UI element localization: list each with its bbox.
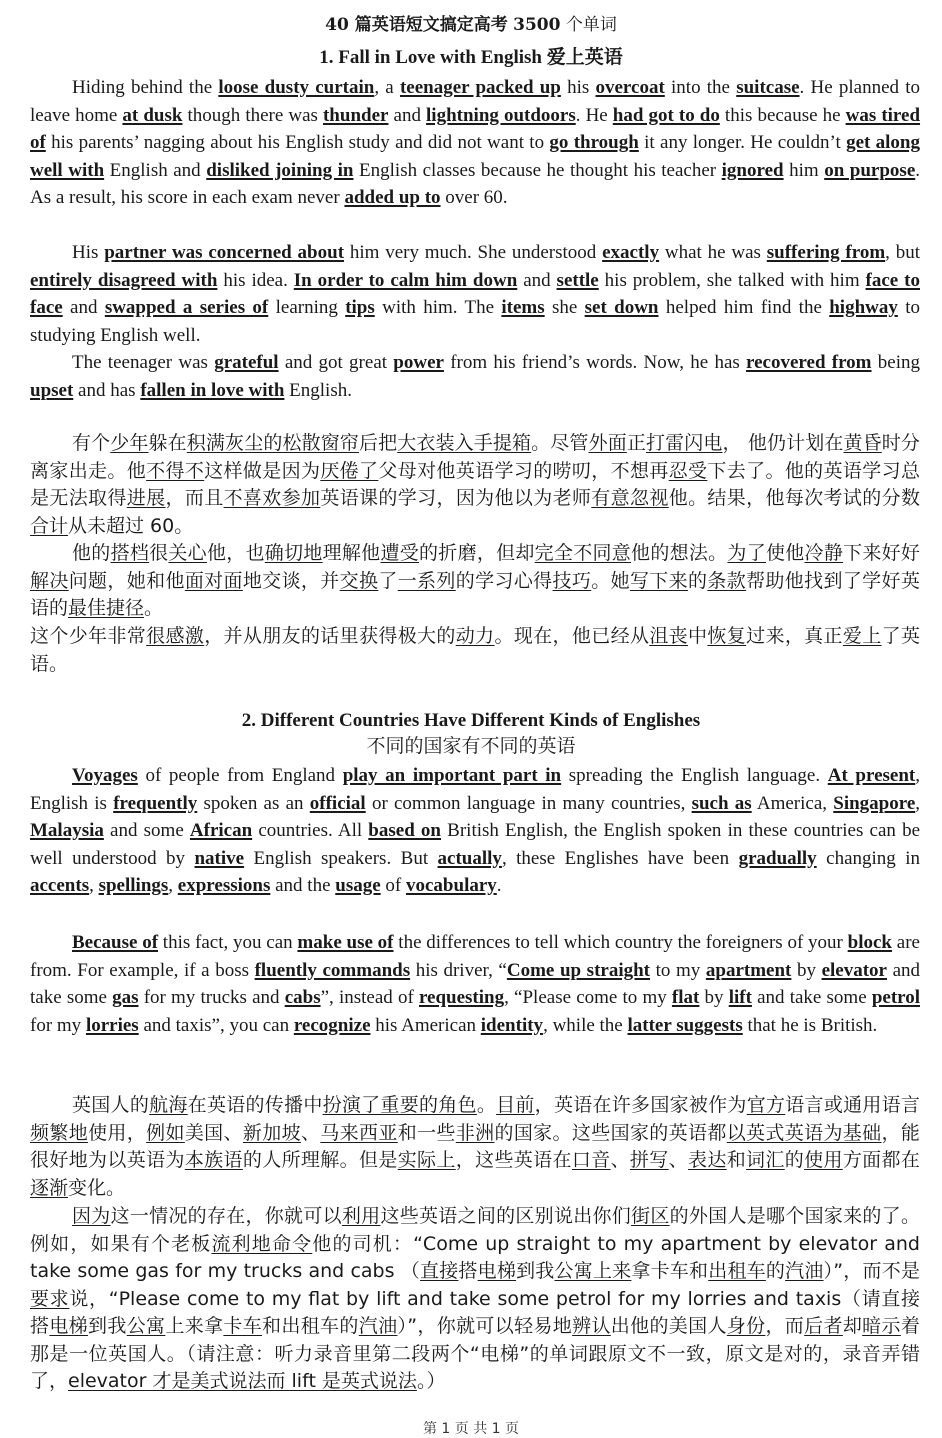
section-1-cn-paragraph-2: 他的搭档很关心他，也确切地理解他遭受的折磨，但却完全不同意他的想法。为了使他冷静下来好好解决问题，她和他面对面地交谈，并交换了一系列的学习心得技巧。她写下来的条款帮助他找到了学好英语的最佳捷径。 bbox=[30, 542, 920, 619]
section-2-en-paragraph-1: Voyages of people from England play an important part in spreading the English language. At present, English is frequently spoken as an official or common language in many countries, such as America, Singapore, Malaysia and some African countries. All based on British English, the English spoken in these countries can be well understood by native English speakers. But actually, these Englishes have been gradually changing in accents, spellings, expressions and the usage of vocabulary. bbox=[30, 765, 921, 896]
section-2-subheading: 不同的国家有不同的英语 bbox=[366, 735, 576, 757]
document-title: 40 篇英语短文搞定高考 3500 个单词 bbox=[325, 15, 617, 35]
section-1-cn-paragraph-1: 有个少年躲在积满灰尘的松散窗帘后把大衣装入手提箱。尽管外面正打雷闪电， 他仍计划在黄昏时分离家出走。他不得不这样做是因为厌倦了父母对他英语学习的唠叨，不想再忍受下去了。他的英语学习总是无法取得进展，而且不喜欢参加英语课的学习，因为他以为老师有意忽视他。结果，他每次考试的分数合计从未超过 60。 bbox=[30, 432, 920, 537]
section-1-cn-paragraph-3: 这个少年非常很感激，并从朋友的话里获得极大的动力。现在，他已经从沮丧中恢复过来，真正爱上了英语。 bbox=[30, 625, 920, 675]
section-1-en-paragraph-1: Hiding behind the loose dusty curtain, a teenager packed up his overcoat into the suitcase. He planned to leave home at dusk though there was thunder and lightning outdoors. He had got to do this because he was tired of his parents’ nagging about his English study and did not want to go through it any longer. He couldn’t get along well with English and disliked joining in English classes because he thought his teacher ignored him on purpose. As a result, his score in each exam never added up to over 60. bbox=[30, 77, 921, 208]
section-1-heading: 1. Fall in Love with English 爱上英语 bbox=[319, 47, 623, 68]
section-1-en-paragraph-2: His partner was concerned about him very much. She understood exactly what he was suffering from, but entirely disagreed with his idea. In order to calm him down and settle his problem, she talked with him face to face and swapped a series of learning tips with him. The items she set down helped him find the highway to studying English well. bbox=[30, 242, 920, 346]
section-2-cn-paragraph-1: 英国人的航海在英语的传播中扮演了重要的角色。目前，英语在许多国家被作为官方语言或通用语言频繁地使用，例如美国、新加坡、马来西亚和一些非洲的国家。这些国家的英语都以英式英语为基础，能很好地为以英语为本族语的人所理解。但是实际上，这些英语在口音、拼写、表达和词汇的使用方面都在逐渐变化。 bbox=[30, 1094, 920, 1199]
section-2-cn-paragraph-2: 因为这一情况的存在，你就可以利用这些英语之间的区别说出你们街区的外国人是哪个国家来的了。例如，如果有个老板流利地命令他的司机：“Come up straight to my apartment by elevator and take some gas for my trucks and cabs （直接搭电梯到我公寓上来拿卡车和出租车的汽油）”，而不是要求说，“Please come to my flat by lift and take some petrol for my lorries and taxis（请直接搭电梯到我公寓上来拿卡车和出租车的汽油）”，你就可以轻易地辨认出他的美国人身份，而后者却暗示着那是一位英国人。（请注意：听力录音里第二段两个“电梯”的单词跟原文不一致，原文是对的，录音弄错了，elevator 才是美式说法而 lift 是英式说法。） bbox=[30, 1205, 920, 1392]
section-2-en-paragraph-2: Because of this fact, you can make use of the differences to tell which country the foreigners of your block are from. For example, if a boss fluently commands his driver, “Come up straight to my apartment by elevator and take some gas for my trucks and cabs”, instead of requesting, “Please come to my flat by lift and take some petrol for my lorries and taxis”, you can recognize his American identity, while the latter suggests that he is British. bbox=[30, 932, 921, 1036]
page-footer: 第 1 页 共 1 页 bbox=[422, 1421, 520, 1437]
section-2-heading: 2. Different Countries Have Different Kinds of Englishes bbox=[241, 710, 701, 731]
section-1-en-paragraph-3: The teenager was grateful and got great power from his friend’s words. Now, he has recovered from being upset and has fallen in love with English. bbox=[30, 352, 920, 401]
